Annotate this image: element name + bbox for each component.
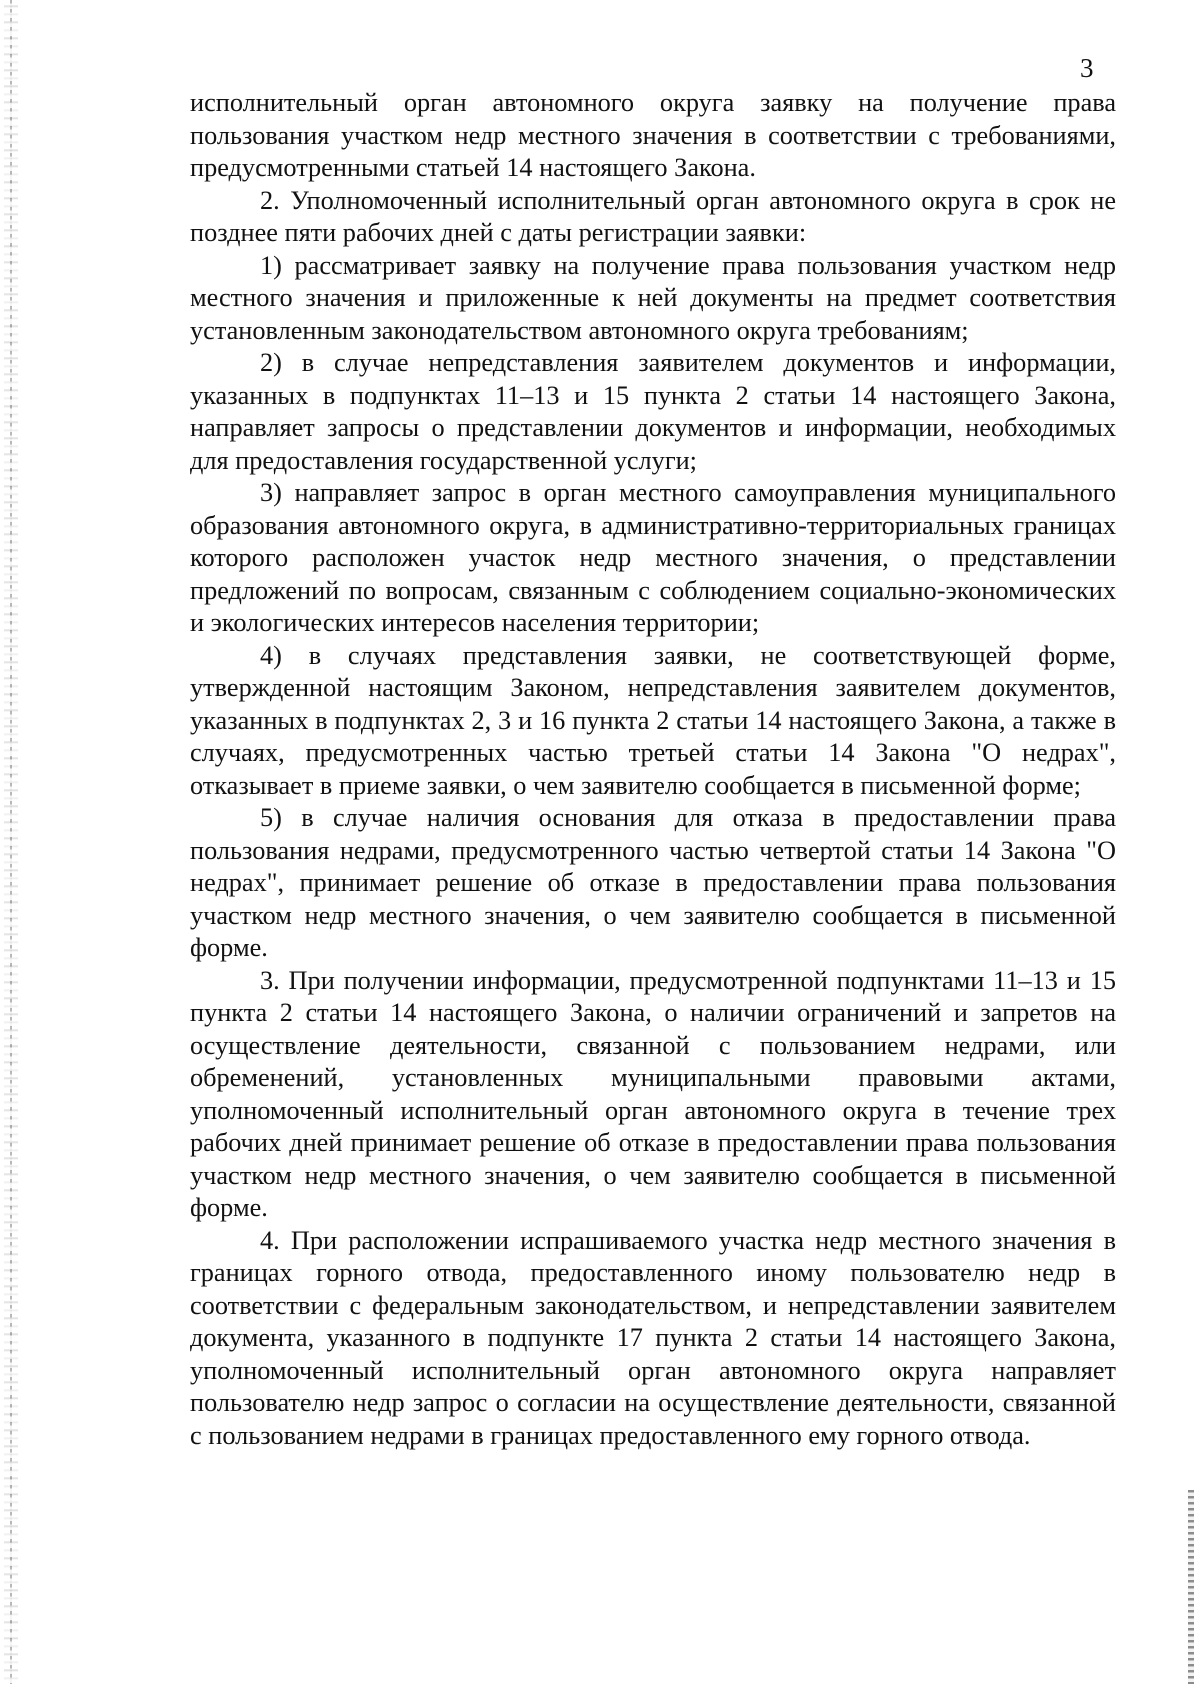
paragraph-subitem-5: 5) в случае наличия основания для отказа в предоставлении права пользования недрами, предусмотренного частью четвертой статьи 14 Закона "О недрах", принимает решение об отказе в предоставлении права пользования участком недр местного значения, о чем заявителю сообщается в письменной форме. [190,803,1116,962]
scan-edge-right [1188,1490,1194,1684]
paragraph-item-4: 4. При расположении испрашиваемого участка недр местного значения в границах горного отвода, предоставленного иному пользователю недр в соответствии с федеральным законодательством, и непредставлении заявителем документа, указанного в подпункте 17 пункта 2 статьи 14 настоящего Закона, уполномоченный исполнительный орган автономного округа направляет пользователю недр запрос о согласии на осуществление деятельности, связанной с пользованием недрами в границах предоставленного ему горного отвода. [190,1225,1116,1450]
page-number: 3 [1080,53,1094,83]
scan-edge-left [4,0,18,1684]
paragraph-continuation: исполнительный орган автономного округа заявку на получение права пользования участком недр местного значения в соответствии с требованиями, предусмотренными статьей 14 настоящего Закона. [190,88,1116,182]
paragraph-item-2: 2. Уполномоченный исполнительный орган автономного округа в срок не позднее пяти рабочих дней с даты регистрации заявки: [190,185,1116,247]
paragraph-subitem-1: 1) рассматривает заявку на получение права пользования участком недр местного значения и приложенные к ней документы на предмет соответствия установленным законодательством автономного округа требованиям; [190,250,1116,345]
document-body [190,87,1116,1452]
paragraph-subitem-3: 3) направляет запрос в орган местного самоуправления муниципального образования автономного округа, в административно-территориальных границах которого расположен участок недр местного значения, о представлении предложений по вопросам, связанным с соблюдением социально-экономических и экологических интересов населения территории; [190,478,1116,637]
paragraph-subitem-2: 2) в случае непредставления заявителем документов и информации, указанных в подпунктах 11–13 и 15 пункта 2 статьи 14 настоящего Закона, направляет запросы о представлении документов и информации, необходимых для предоставления государственной услуги; [190,348,1116,475]
paragraph-item-3: 3. При получении информации, предусмотренной подпунктами 11–13 и 15 пункта 2 статьи 14 настоящего Закона, о наличии ограничений и запретов на осуществление деятельности, связанной с пользованием недрами, или обременений, установленных муниципальными правовыми актами, уполномоченный исполнительный орган автономного округа в течение трех рабочих дней принимает решение об отказе в предоставлении права пользования участком недр местного значения, о чем заявителю сообщается в письменной форме. [190,965,1116,1222]
paragraph-subitem-4: 4) в случаях представления заявки, не соответствующей форме, утвержденной настоящим Законом, непредставления заявителем документов, указанных в подпунктах 2, 3 и 16 пункта 2 статьи 14 настоящего Закона, а также в случаях, предусмотренных частью третьей статьи 14 Закона "О недрах", отказывает в приеме заявки, о чем заявителю сообщается в письменной форме; [190,640,1116,800]
